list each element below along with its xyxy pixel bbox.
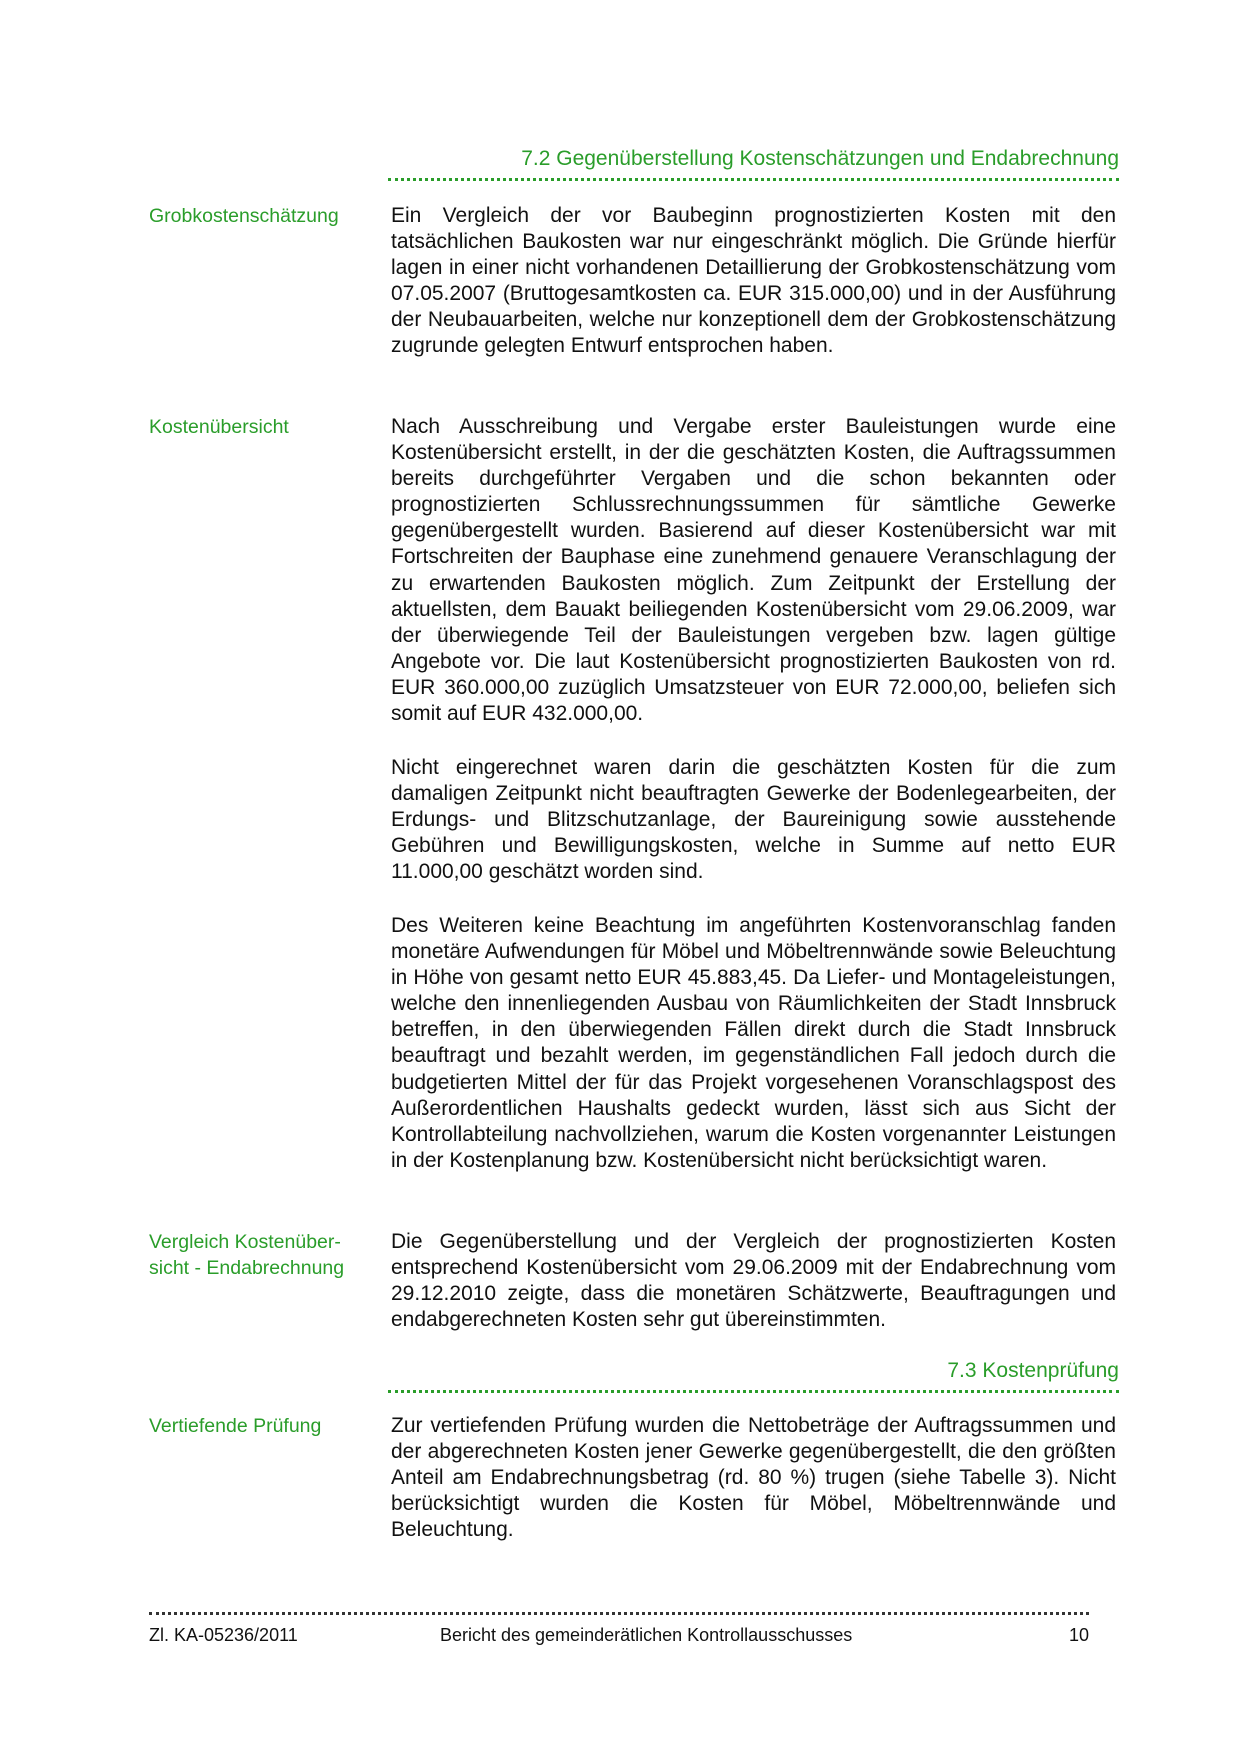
- margin-label-grobkostenschaetzung: Grobkostenschätzung: [149, 205, 339, 227]
- margin-label-vertiefende-pruefung: Vertiefende Prüfung: [149, 1415, 322, 1437]
- section-heading-7-3: 7.3 Kostenprüfung: [388, 1358, 1119, 1393]
- section-heading-7-2: 7.2 Gegenüberstellung Kostenschätzungen und Endabrechnung: [388, 146, 1119, 181]
- margin-label-vergleich-line-2: sicht - Endabrechnung: [149, 1257, 345, 1279]
- margin-label-vergleich: [149, 1229, 379, 1281]
- margin-label-vergleich-line-1: Vergleich Kostenüber-: [149, 1231, 341, 1253]
- paragraph-vertiefende-pruefung: Zur vertiefenden Prüfung wurden die Nettobeträge der Auftragssummen und der abgerechneten Kosten jener Gewerke gegenübergestellt, die den größten Anteil am Endabrechnungsbetrag (rd. 80 %) trugen (siehe Tabelle 3). Nicht berücksichtigt wurden die Kosten für Möbel, Möbeltrennwände und Beleuchtung.: [391, 1414, 1116, 1542]
- footer-page-number: 10: [1068, 1625, 1089, 1645]
- paragraph-kostenuebersicht: Nach Ausschreibung und Vergabe erster Bauleistungen wurde eine Kostenübersicht erstellt, in der die geschätzten Kosten, die Auftragssummen bereits durchgeführter Vergaben und die schon bekannten oder prognostizierten Schlussrechnungssummen für sämtliche Gewerke gegenübergestellt wurden. Basierend auf dieser Kostenübersicht war mit Fortschreiten der Bauphase eine zunehmend genauere Veranschlagung der zu erwartenden Baukosten möglich. Zum Zeitpunkt der Erstellung der aktuellsten, dem Bauakt beiliegenden Kostenübersicht vom 29.06.2009, war der überwiegende Teil der Bauleistungen vergeben bzw. lagen gültige Angebote vor. Die laut Kostenübersicht prognostizierten Baukosten von rd. EUR 360.000,00 zuzüglich Umsatzsteuer von EUR 72.000,00, beliefen sich somit auf EUR 432.000,00.: [391, 415, 1116, 726]
- paragraph-nicht-eingerechnet: Nicht eingerechnet waren darin die geschätzten Kosten für die zum damaligen Zeitpunkt nicht beauftragten Gewerke der Bodenlegearbeiten, der Erdungs- und Blitzschutzanlage, der Baureinigung sowie ausstehende Gebühren und Bewilligungskosten, welche in Summe auf netto EUR 11.000,00 geschätzt worden sind.: [391, 756, 1116, 884]
- footer-reference: Zl. KA-05236/2011: [149, 1625, 298, 1645]
- paragraph-des-weiteren: Des Weiteren keine Beachtung im angeführten Kostenvoranschlag fanden monetäre Aufwendungen für Möbel und Möbeltrennwände sowie Beleuchtung in Höhe von gesamt netto EUR 45.883,45. Da Liefer- und Montageleistungen, welche den innenliegenden Ausbau von Räumlichkeiten der Stadt Innsbruck betreffen, in den überwiegenden Fällen direkt durch die Stadt Innsbruck beauftragt und bezahlt werden, im gegenständlichen Fall jedoch durch die budgetierten Mittel der für das Projekt vorgesehenen Voranschlagspost des Außerordentlichen Haushalts gedeckt wurden, lässt sich aus Sicht der Kontrollabteilung nachvollziehen, warum die Kosten vorgenannter Leistungen in der Kostenplanung bzw. Kostenübersicht nicht berücksichtigt waren.: [391, 914, 1116, 1172]
- paragraph-vergleich: Die Gegenüberstellung und der Vergleich der prognostizierten Kosten entsprechend Kostenübersicht vom 29.06.2009 mit der Endabrechnung vom 29.12.2010 zeigte, dass die monetären Schätzwerte, Beauftragungen und endabgerechneten Kosten sehr gut übereinstimmten.: [391, 1230, 1116, 1332]
- footer-divider: [149, 1612, 1089, 1615]
- paragraph-grobkostenschaetzung: Ein Vergleich der vor Baubeginn prognostizierten Kosten mit den tatsächlichen Baukosten war nur eingeschränkt möglich. Die Gründe hierfür lagen in einer nicht vorhandenen Detaillierung der Grobkostenschätzung vom 07.05.2007 (Bruttogesamtkosten ca. EUR 315.000,00) und in der Ausführung der Neubauarbeiten, welche nur konzeptionell dem der Grobkostenschätzung zugrunde gelegten Entwurf entsprochen haben.: [391, 204, 1116, 358]
- margin-label-kostenuebersicht: Kostenübersicht: [149, 416, 289, 438]
- footer-title: Bericht des gemeinderätlichen Kontrollausschusses: [440, 1625, 853, 1645]
